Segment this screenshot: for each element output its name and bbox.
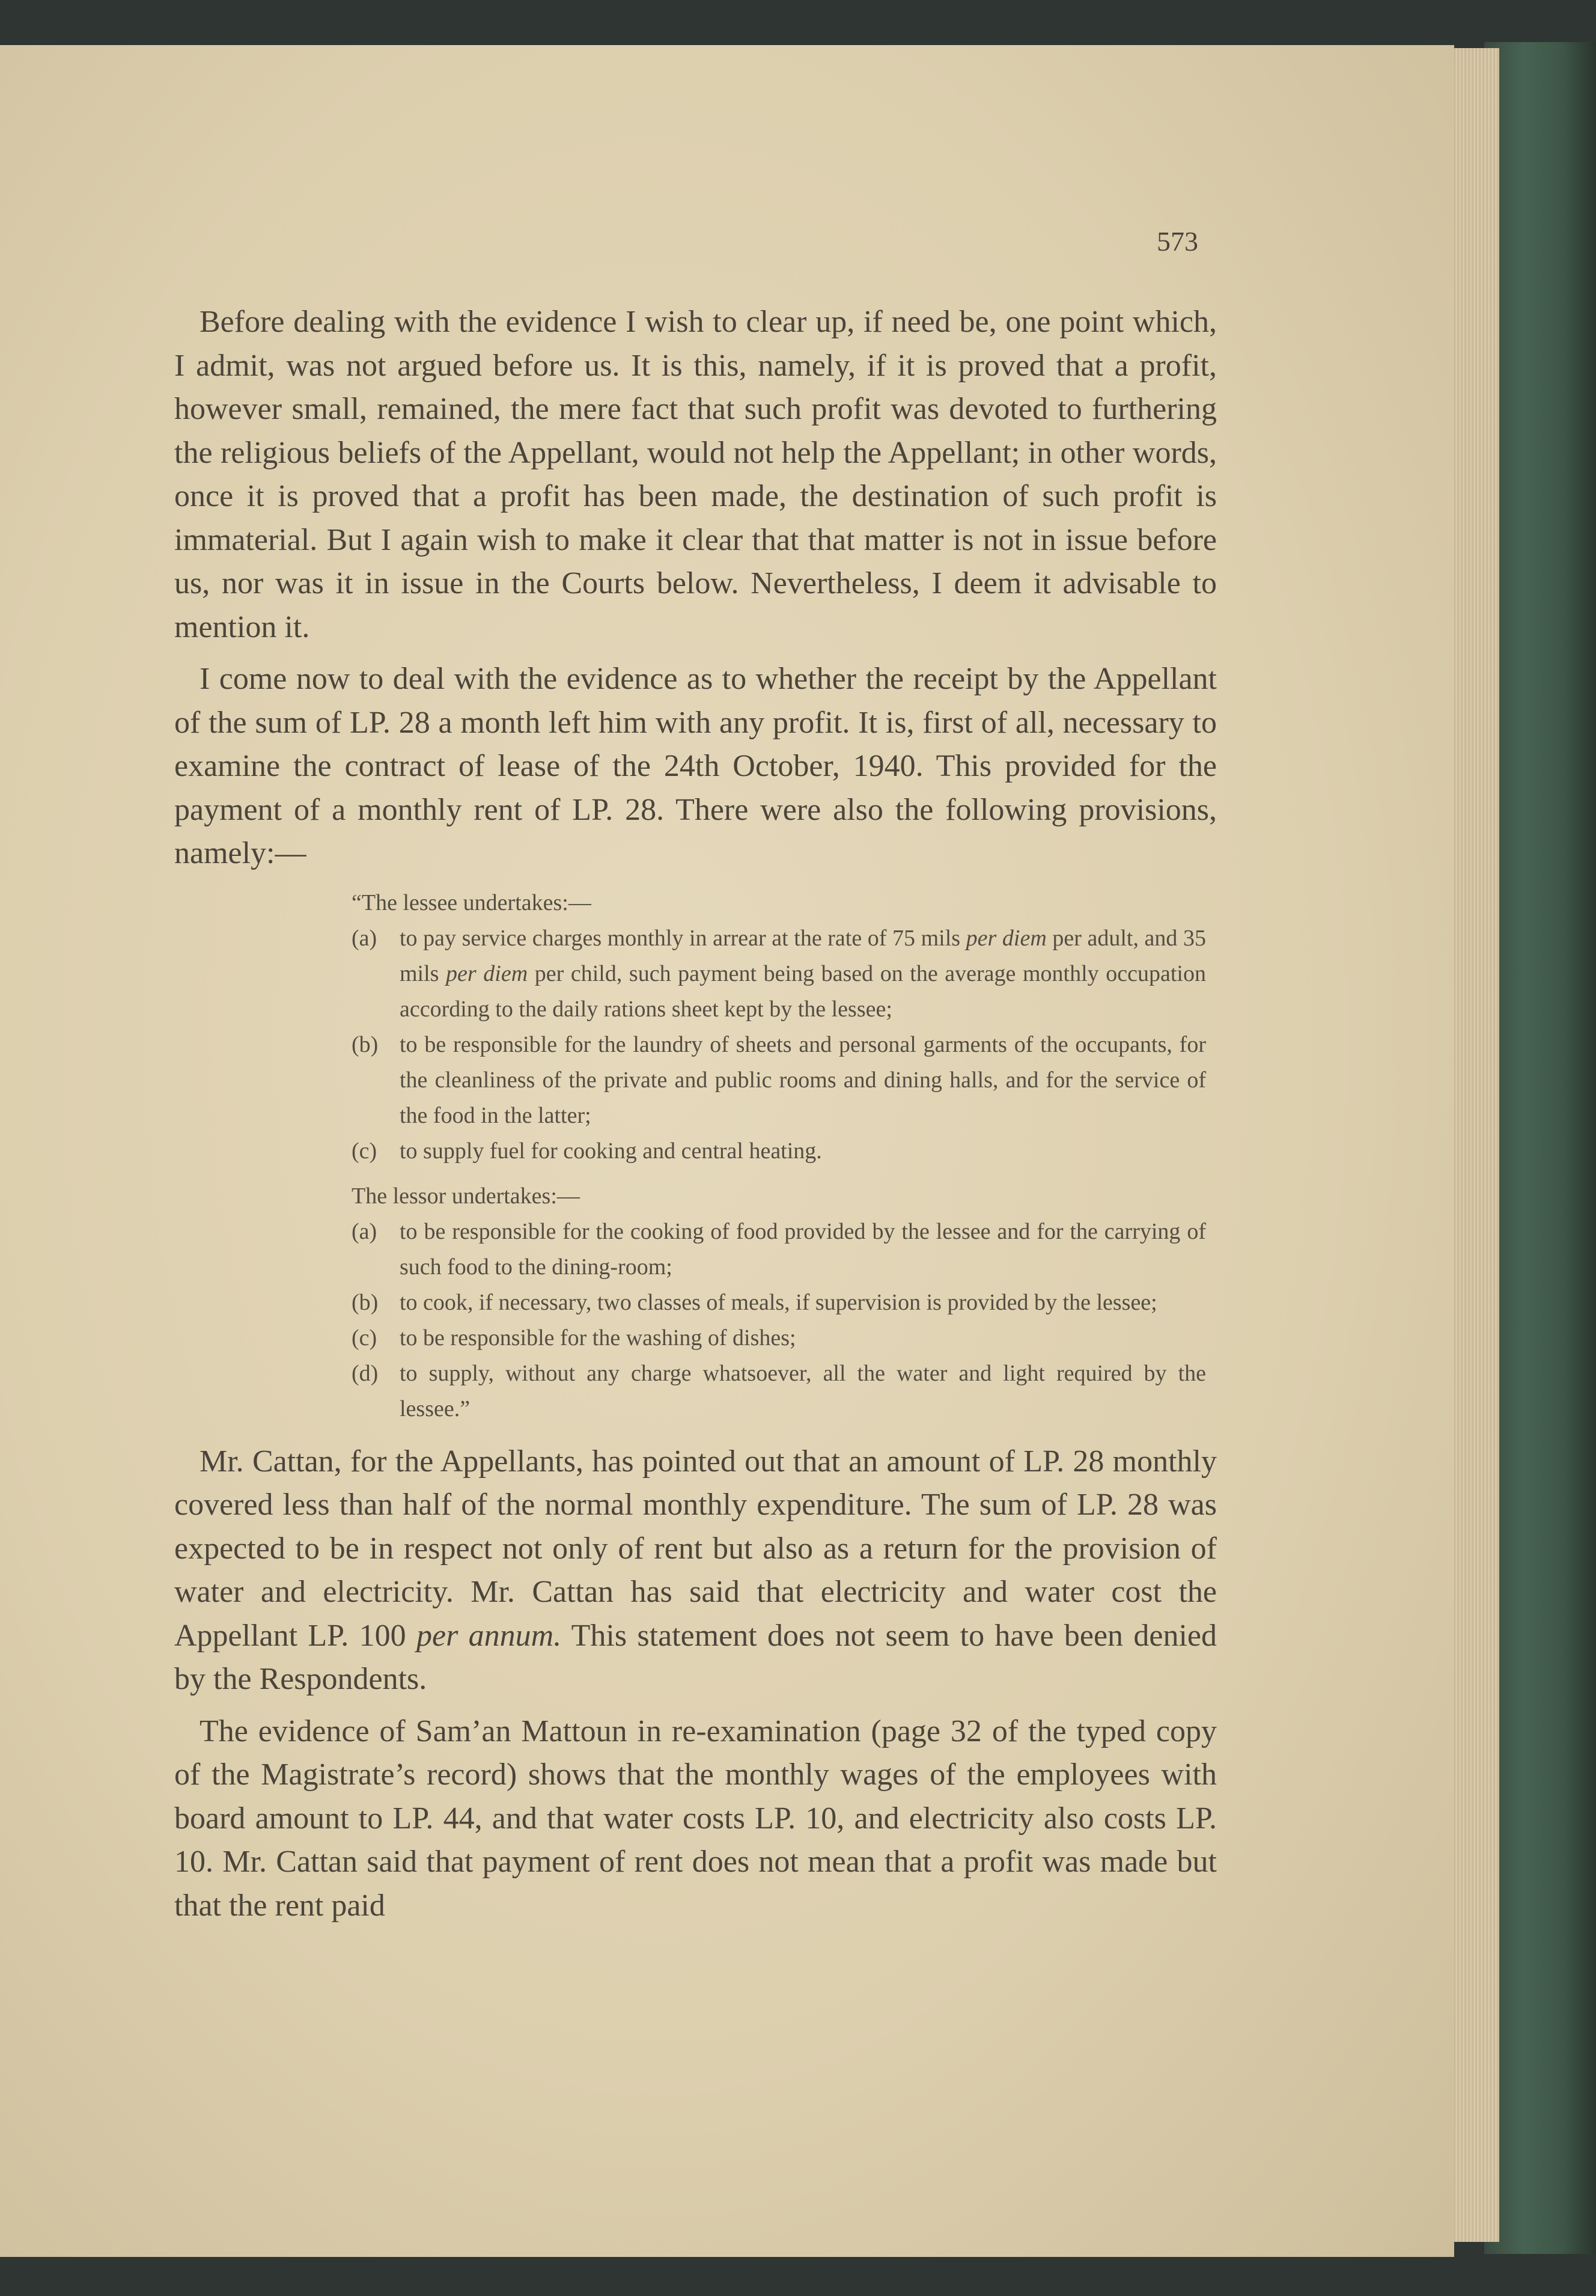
item-text-part: per child, such payment being based on the average monthly occupation according to the daily rations sheet kept by the lessee; [400,960,1206,1022]
item-text: to supply fuel for cooking and central heating. [400,1138,822,1164]
lessee-heading: “The lessee undertakes:— [352,890,591,915]
paragraph-text: This statement does not seem to have been denied by the Respondents. [174,1618,1217,1696]
item-text: to be responsible for the laundry of sheets and personal garments of the occupants, for the cleanliness of the private and public rooms and dining halls, and for the service of the food in the latter; [400,1031,1206,1128]
lessor-heading: The lessor undertakes:— [352,1183,580,1209]
item-text-part: to pay service charges monthly in arrear at the rate of 75 mils [400,925,966,951]
lessor-item-d [352,1356,1217,1427]
paragraph-3 [174,1440,1217,1702]
item-text: to cook, if necessary, two classes of meals, if supervision is provided by the lessee; [400,1289,1157,1315]
item-label: (a) [352,925,377,951]
italic-phrase: per annum. [416,1618,562,1653]
lessor-item-c [352,1321,1217,1356]
lease-provisions-quote [174,885,1217,1427]
item-label: (c) [352,1138,377,1164]
item-label: (a) [352,1218,377,1244]
paragraph-1: Before dealing with the evidence I wish to clear up, if need be, one point which, I admit, was not argued before us. It is this, namely, if it is proved that a profit, however small, remained, the mere fact that such profit was devoted to furthering the religious beliefs of the Appellant, would not help the Appellant; in other words, once it is proved that a profit has been made, the destination of such profit is immaterial. But I again wish to make it clear that that matter is not in issue before us, nor was it in issue in the Courts below. Nevertheless, I deem it advisable to mention it. [174,305,1217,644]
item-label: (c) [352,1325,377,1351]
item-label: (d) [352,1360,379,1386]
paragraph-4: The evidence of Sam’an Mattoun in re-examination (page 32 of the typed copy of the Magistrate’s record) shows that the monthly wages of the employees with board amount to LP. 44, and that water costs LP. 10, and electricity also costs LP. 10. Mr. Cattan said that payment of rent does not mean that a profit was made but that the rent paid [174,1714,1217,1923]
paragraph-text: Mr. Cattan, for the Appellants, has pointed out that an amount of LP. 28 monthly covered less than half of the normal monthly expenditure. The sum of LP. 28 was expected to be in respect not only of rent but also as a return for the provision of water and electricity. Mr. Cattan has said that electricity and water cost the Appellant LP. 100 [174,1444,1217,1653]
lessor-item-b [352,1285,1217,1321]
paragraph-2: I come now to deal with the evidence as to whether the receipt by the Appellant of the sum of LP. 28 a month left him with any profit. It is, first of all, necessary to examine the contract of lease of the 24th October, 1940. This provided for the payment of a monthly rent of LP. 28. There were also the following provisions, namely:— [174,662,1217,870]
page-body [174,301,1217,1936]
lessor-item-a [352,1214,1217,1285]
item-label: (b) [352,1289,379,1315]
lessee-item-b [352,1027,1217,1134]
item-text-part: per adult, and 35 mils [400,925,1206,986]
page-number: 573 [1157,226,1198,257]
item-text: to be responsible for the washing of dishes; [400,1325,796,1351]
book-spine [1484,42,1596,2254]
italic-phrase: per diem [446,960,528,986]
item-label: (b) [352,1031,379,1057]
italic-phrase: per diem [966,925,1047,951]
item-text: to be responsible for the cooking of food provided by the lessee and for the carrying of such food to the dining-room; [400,1218,1206,1280]
lessee-item-a [352,921,1217,1027]
lessee-item-c [352,1134,1217,1169]
item-text [400,921,1217,1027]
book-page [0,45,1454,2257]
item-text: to supply, without any charge whatsoever, all the water and light required by the lessee.” [400,1360,1206,1421]
